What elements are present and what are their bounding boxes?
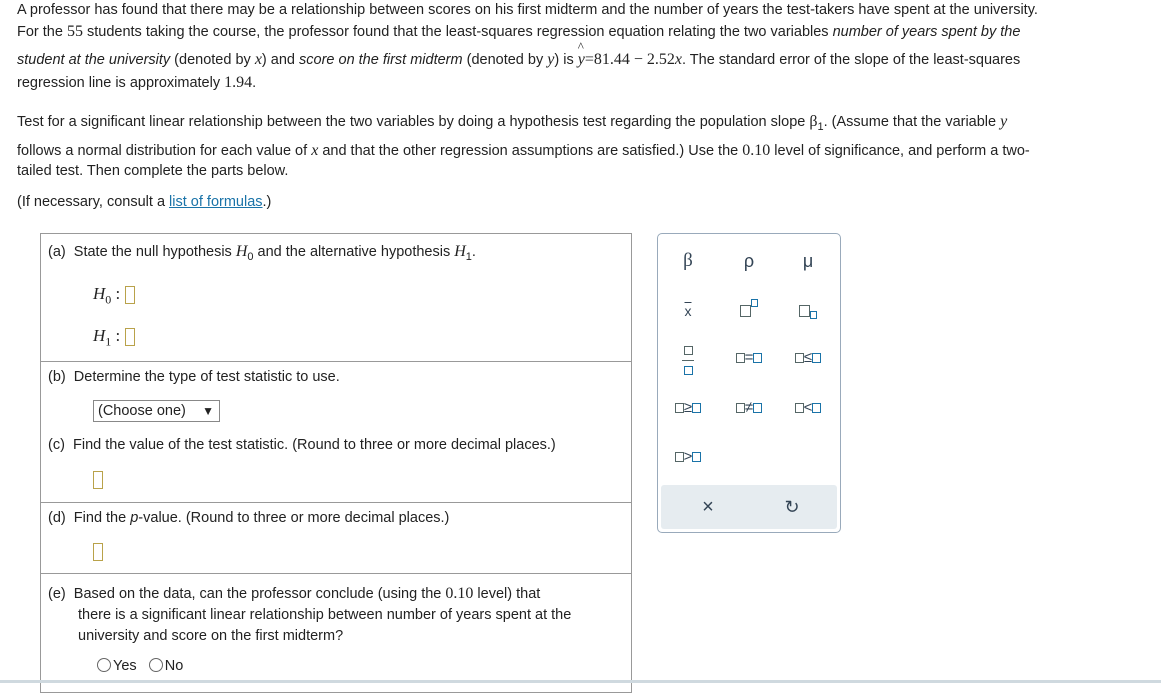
subscript-key[interactable]: [788, 299, 828, 323]
fraction-key[interactable]: [668, 346, 708, 370]
part-c-prompt: (c) Find the value of the test statistic. (Round to three or more decimal places.): [48, 437, 556, 453]
yes-radio[interactable]: [97, 658, 111, 672]
test-statistic-select[interactable]: (Choose one) ▼: [93, 400, 220, 422]
null-hypothesis-input[interactable]: [125, 286, 135, 304]
problem-line-2: For the 55 students taking the course, the professor found that the least-squares regression equation relating the two variables number of years spent by the: [17, 23, 1021, 40]
superscript-key[interactable]: [729, 299, 769, 323]
part-e-prompt: (e) Based on the data, can the professor conclude (using the 0.10 level) that there is a significant linear relationship between number of years spent at the university and score on the first midterm?: [48, 585, 572, 644]
instructions-line-2: follows a normal distribution for each value of x and that the other regression assumptions are satisfied.) Use the 0.10 level of significance, and perform a two-: [17, 142, 1030, 159]
p-value-input[interactable]: [93, 543, 103, 561]
problem-line-3: student at the university (denoted by x) and score on the first midterm (denoted by y) is ^ y=81.44 − 2.52x. The standard error of the slope of the least-squares: [17, 39, 1021, 68]
no-label: No: [164, 658, 184, 674]
part-d: [41, 502, 631, 574]
palette-footer: [661, 485, 837, 529]
rho-key[interactable]: ρ: [743, 251, 755, 271]
undo-icon[interactable]: ↻: [784, 497, 800, 517]
instructions-line-3: tailed test. Then complete the parts below.: [17, 163, 289, 179]
question-panel: [40, 233, 632, 693]
yes-label: Yes: [113, 658, 137, 674]
part-c: [41, 432, 631, 503]
equals-key[interactable]: =: [729, 346, 769, 370]
alt-hypothesis-input[interactable]: [125, 328, 135, 346]
part-e: [41, 573, 631, 694]
formulas-link[interactable]: list of formulas: [169, 194, 263, 210]
mu-key[interactable]: μ: [802, 251, 814, 271]
alt-hypothesis: $H_1$ :: [93, 326, 135, 349]
greater-than-key[interactable]: >: [668, 445, 708, 469]
no-radio[interactable]: [149, 658, 163, 672]
problem-line-1: A professor has found that there may be a relationship between scores on his first midterm and the number of years the test-takers have spent at the university.: [17, 2, 1038, 18]
part-a-prompt: (a) State the null hypothesis $H_0$ and the alternative hypothesis $H_1$.: [48, 243, 476, 263]
greater-equal-key[interactable]: ≥: [668, 396, 708, 420]
y-hat: ^ y: [577, 39, 585, 68]
problem-line-4: regression line is approximately 1.94.: [17, 74, 257, 91]
part-a: [41, 234, 631, 362]
dropdown-arrow-icon: ▼: [202, 404, 214, 418]
not-equal-key[interactable]: ≠: [729, 396, 769, 420]
less-than-key[interactable]: <: [788, 396, 828, 420]
less-equal-key[interactable]: ≤: [788, 346, 828, 370]
part-d-prompt: (d) Find the p-value. (Round to three or more decimal places.): [48, 510, 450, 526]
clear-icon[interactable]: ×: [702, 496, 714, 518]
consult-line: (If necessary, consult a list of formulas.): [17, 194, 272, 210]
beta-key[interactable]: β: [683, 250, 693, 271]
xbar-key[interactable]: $\overline{x}$: [684, 303, 692, 319]
null-hypothesis: $H_0$ :: [93, 284, 135, 307]
instructions-line-1: Test for a significant linear relationship between the two variables by doing a hypothesis test regarding the population slope $\beta_1$. (Assume that the variable y: [17, 113, 1008, 133]
test-statistic-input[interactable]: [93, 471, 103, 489]
yes-no-options: [97, 658, 183, 674]
part-b-prompt: (b) Determine the type of test statistic to use.: [48, 369, 340, 385]
math-palette: [657, 233, 841, 533]
